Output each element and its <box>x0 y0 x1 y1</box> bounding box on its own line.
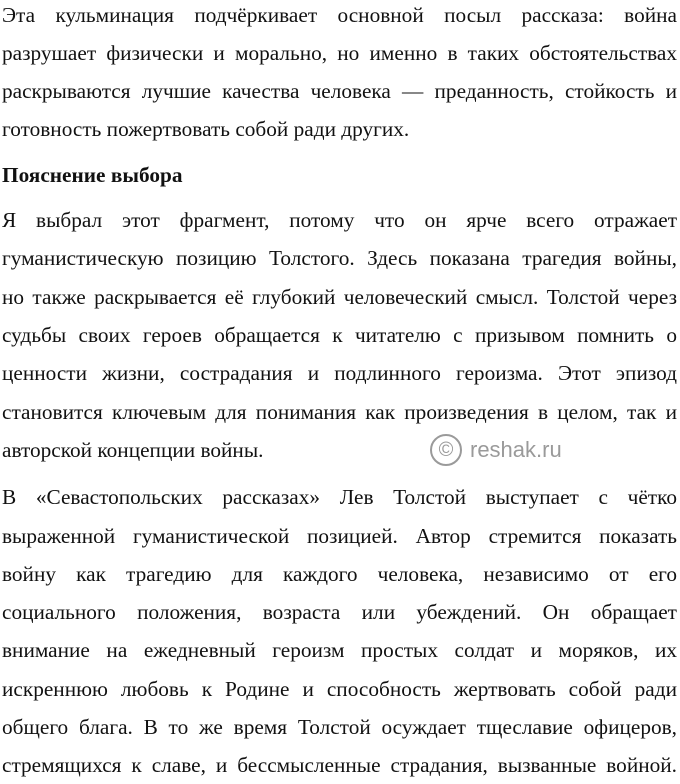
section-heading: Пояснение выбора <box>2 163 183 187</box>
paragraph-1-line: раскрываются лучшие качества человека — преданность, стойкость и <box>2 79 677 103</box>
watermark-text: reshak.ru <box>470 437 562 462</box>
paragraph-3-line: общего блага. В то же время Толстой осуждает тщеславие офицеров, <box>2 715 677 739</box>
paragraph-2-line: судьбы своих героев обращается к читателю с призывом помнить о <box>2 323 677 347</box>
copyright-icon: © <box>430 434 462 466</box>
paragraph-2-line: авторской концепции войны. <box>2 438 264 462</box>
paragraph-2-line: Я выбрал этот фрагмент, потому что он ярче всего отражает <box>2 208 677 232</box>
paragraph-3-line: войну как трагедию для каждого человека, независимо от его <box>2 562 677 586</box>
paragraph-3-line: В «Севастопольских рассказах» Лев Толстой выступает с чётко <box>2 485 677 509</box>
paragraph-3-line: социального положения, возраста или убеждений. Он обращает <box>2 600 677 624</box>
paragraph-3-line: выраженной гуманистической позицией. Автор стремится показать <box>2 524 677 548</box>
paragraph-3-line: внимание на ежедневный героизм простых солдат и моряков, их <box>2 638 677 662</box>
paragraph-1-line: готовность пожертвовать собой ради других. <box>2 117 410 141</box>
paragraph-1-line: Эта кульминация подчёркивает основной посыл рассказа: война <box>2 3 677 27</box>
watermark <box>430 431 562 469</box>
paragraph-1-line: разрушает физически и морально, но именно в таких обстоятельствах <box>2 41 677 65</box>
paragraph-2-line: но также раскрывается её глубокий человеческий смысл. Толстой через <box>2 285 677 309</box>
paragraph-2-line: становится ключевым для понимания как произведения в целом, так и <box>2 400 677 424</box>
paragraph-3-line: стремящихся к славе, и бессмысленные страдания, вызванные войной. <box>2 753 677 777</box>
paragraph-3-line: искреннюю любовь к Родине и способность жертвовать собой ради <box>2 677 677 701</box>
paragraph-2-line: гуманистическую позицию Толстого. Здесь показана трагедия войны, <box>2 246 677 270</box>
paragraph-2-line: ценности жизни, сострадания и подлинного героизма. Этот эпизод <box>2 361 677 385</box>
